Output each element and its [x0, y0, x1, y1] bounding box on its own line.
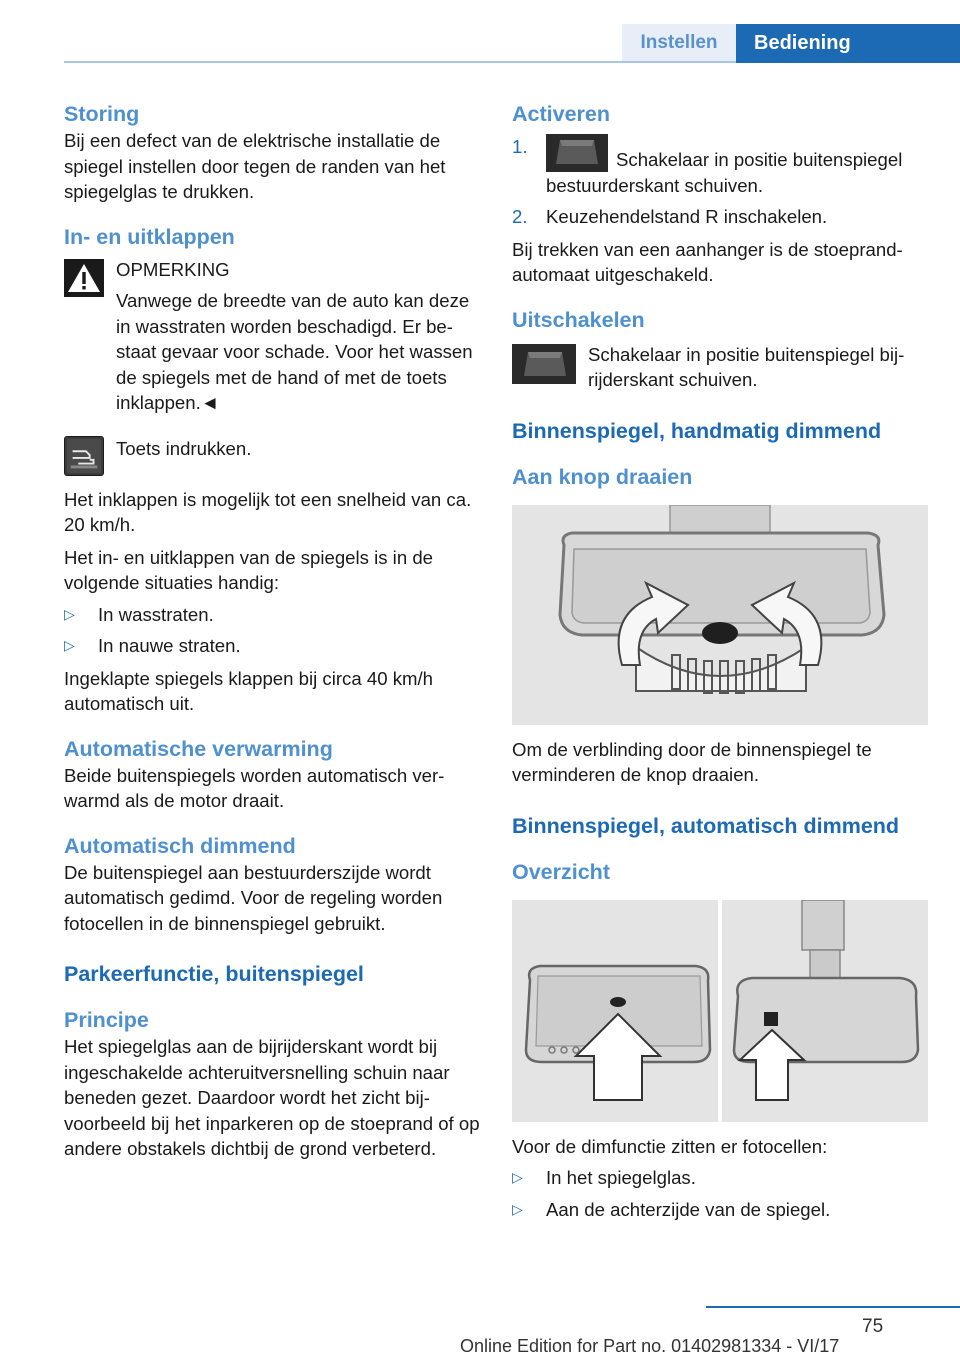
- bullet-marker-icon: ▷: [512, 1169, 523, 1185]
- tab-bediening[interactable]: Bediening: [736, 24, 960, 63]
- list-item: ▷ Aan de achterzijde van de spiegel.: [512, 1197, 928, 1223]
- note-text-first: [64, 288, 480, 416]
- section-knop-title: Aan knop draaien: [512, 464, 693, 489]
- list-item: 1. Schakelaar in positie buitenspiegel bestuurderskant schuiven.: [512, 136, 903, 196]
- mirror-front-illustration: [512, 900, 718, 1122]
- figure-knob-dial: [512, 505, 928, 725]
- figure-photocell-back: [722, 900, 928, 1122]
- note-label: OPMERKING: [116, 258, 230, 280]
- mirror-fold-button-icon: [64, 436, 104, 476]
- mirror-switch-left-icon: [546, 134, 608, 172]
- warning-icon: [64, 259, 104, 297]
- principe-text: Het spiegelglas aan de bijrijderskant wordt bij ingeschakelde achteruitversnelling schuin naar beneden gezet. Daardoor wordt het zicht bijvoorbeeld bij het inparkeren op de stoeprand of op andere obstakels dichtbij de grond verbeterd.: [64, 1036, 480, 1159]
- footer-edition: Online Edition for Part no. 01402981334 - VI/17: [460, 1336, 840, 1356]
- section-dimmend-title: Automatisch dimmend: [64, 833, 296, 858]
- snelheid-text: Het inklappen is mogelijk tot een snelheid van ca. 20 km/h.: [64, 488, 472, 535]
- bullet-marker-icon: ▷: [64, 637, 75, 653]
- fold-button-row: [64, 436, 480, 480]
- section-inklappen-title: In- en uitklappen: [64, 224, 235, 249]
- section-principe-title: Principe: [64, 1008, 149, 1032]
- uitklappen-text: Ingeklapte spiegels klappen bij circa 40 km/h automatisch uit.: [64, 667, 433, 714]
- section-activeren-title: Activeren: [512, 102, 610, 126]
- figure-photocells: [512, 900, 928, 1122]
- storing-text: Bij een defect van de elektrische installatie de spiegel instellen door tegen de randen van het spiegelglas te drukken.: [64, 130, 446, 202]
- toets-text: Toets indrukken.: [116, 437, 252, 459]
- knop-text: Om de verblinding door de binnenspiegel te verminderen de knop draaien.: [512, 738, 872, 785]
- switch-row: [512, 342, 928, 393]
- section-storing-title: Storing: [64, 102, 140, 126]
- page-number: 75: [862, 1316, 884, 1337]
- list-item: 2. Keuzehendelstand R inschakelen.: [512, 206, 828, 227]
- list-item: ▷ In het spiegelglas.: [512, 1165, 928, 1191]
- tab-instellen[interactable]: Instellen: [622, 24, 736, 61]
- list-item: ▷ In wasstraten.: [64, 602, 480, 628]
- section-uitschakelen-title: Uitschakelen: [512, 307, 645, 332]
- aanhanger-text: Bij trekken van een aanhanger is de stoeprandautomaat uitgeschakeld.: [512, 238, 903, 285]
- bullet-marker-icon: ▷: [64, 605, 75, 622]
- list-item: ▷ In nauwe straten.: [64, 633, 480, 659]
- section-parkeer-title: Parkeerfunctie, buitenspiegel: [64, 962, 364, 986]
- footer-rule: [706, 1306, 960, 1308]
- verwarming-text: Beide buitenspiegels worden automatisch verwarmd als de motor draait.: [64, 764, 445, 811]
- section-overzicht-title: Overzicht: [512, 859, 610, 884]
- warning-note: [64, 257, 480, 416]
- section-verwarming-title: Automatische verwarming: [64, 736, 333, 761]
- dimmend-text: De buitenspiegel aan bestuurderszijde wordt automatisch gedimd. Voor de regeling worden fotocellen in de binnenspiegel gebruikt.: [64, 861, 443, 934]
- fotocellen-text: Voor de dimfunctie zitten er fotocellen:: [512, 1135, 828, 1157]
- left-column: [64, 100, 480, 1162]
- mirror-back-illustration: [722, 900, 928, 1122]
- mirror-switch-right-icon: [512, 344, 576, 384]
- section-automatisch-title: Binnenspiegel, automatisch dimmend: [512, 813, 900, 838]
- figure-photocell-front: [512, 900, 718, 1122]
- uitschakelen-text: Schakelaar in positie buitenspiegel bijrijderskant schuiven.: [588, 343, 905, 390]
- right-column: [512, 100, 928, 1222]
- rear-view-mirror-knob-illustration: [512, 505, 928, 725]
- note-text: Vanwege de breedte van de auto kan deze in wasstraten worden beschadigd. Er bestaat gevaar voor schade. Voor het wassen de spiegels met de hand of met de toets inklappen.◄: [116, 290, 473, 413]
- bullet-marker-icon: ▷: [512, 1200, 523, 1217]
- handig-text: Het in- en uitklappen van de spiegels is in de volgende situaties handig:: [64, 546, 434, 593]
- section-handmatig-title: Binnenspiegel, handmatig dimmend: [512, 418, 882, 443]
